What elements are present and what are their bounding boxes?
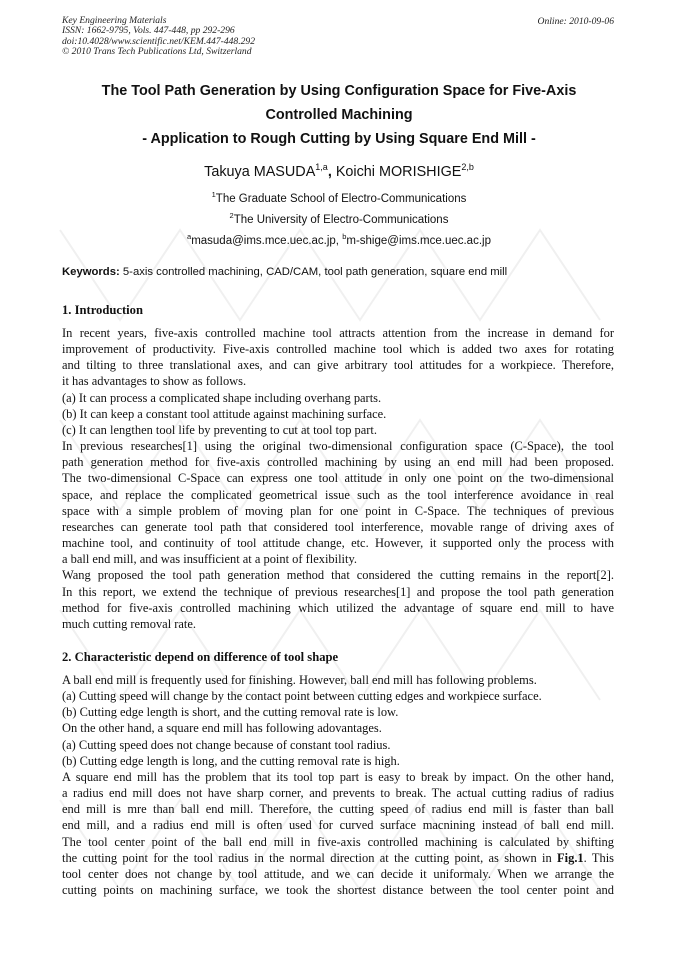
text-line: a ball end mill, and was insufficient at a point of flexibility. [62,552,357,567]
author-1: Takuya MASUDA [204,163,316,180]
fig-ref-post: . This [583,850,614,865]
text-line: end mill is mre than ball end mill. Therefore, the cutting speed of radius end mill is faster than ball [62,802,614,817]
text-line: The tool center point of the ball end mill in five-axis controlled machining is calculated by shifting [62,834,614,849]
text-line: it has advantages to show as follows. [62,374,247,389]
title-line-2: Controlled Machining [265,107,413,123]
text-line: cutting points on machining surface, we took the shortest distance between the tool center point and [62,883,614,898]
text-line: space with a simple problem of moving plan for one point in C-Space. The techniques of previous [62,503,614,518]
text-line: A ball end mill is frequently used for finishing. However, ball end mill has following problems. [62,673,537,687]
keywords [62,266,622,278]
section-1-body [62,325,614,632]
text-line: In recent years, five-axis controlled machine tool attracts attention from the increase in demand for [62,326,614,340]
text-line: (b) It can keep a constant tool attitude against machining surface. [62,406,387,421]
text-line: tool center does not change by tool attitude, and we can decide it uniformaly. When we arrange the [62,866,614,881]
title-line-1: The Tool Path Generation by Using Configuration Space for Five-Axis [101,83,577,99]
text-line: Wang proposed the tool path generation method that considered the cutting remains in the report[2]. [62,568,614,583]
fig-ref-pre: the cutting point for the tool radius in the normal direction at the cutting point, as shown in [62,850,558,865]
journal-name: Key Engineering Materials [62,15,167,26]
section-1-heading: 1. Introduction [62,303,143,317]
issn: ISSN: 1662-9795, Vols. 447-448, pp 292-296 [62,25,235,37]
text-line: and tilting to three translational axes, and can give arbitrary tool attitudes for a workpiece. Therefore, [62,358,614,373]
copyright: © 2010 Trans Tech Publications Ltd, Switzerland [62,46,252,58]
title-line-3: - Application to Rough Cutting by Using Square End Mill - [142,131,536,147]
author-2: Koichi MORISHIGE [335,163,462,180]
affiliation-1-sup: 1 [211,190,216,199]
text-line: improvement of productivity. Five-axis controlled machine tool which is added two axes for rotating [62,342,614,357]
section-2-body [62,672,614,898]
text-line: much cutting removal rate. [62,616,197,631]
text-line-fig-ref [62,850,614,866]
text-line: (a) Cutting speed will change by the contact point between cutting edges and workpiece surface. [62,689,542,704]
figure-1-link[interactable]: Fig.1 [557,850,584,865]
text-line: On the other hand, a square end mill has following adovantages. [62,721,382,736]
text-line: (b) Cutting edge length is short, and the cutting removal rate is low. [62,705,399,720]
affiliation-1 [40,190,638,205]
doi: doi:10.4028/www.scientific.net/KEM.447-448.292 [62,35,256,47]
email-b-sup: b [342,232,347,241]
author-list [40,162,638,180]
email-a: masuda@ims.mce.uec.ac.jp, [191,234,343,247]
affiliation-1-text: The Graduate School of Electro-Communications [215,192,467,205]
email-a-sup: a [187,232,192,241]
keywords-label: Keywords: [62,266,120,278]
text-line: (a) It can process a complicated shape including overhang parts. [62,390,382,405]
journal-meta [62,16,255,58]
text-line: researches can generate tool path that considered tool interference, movable range of driving axes of [62,519,614,534]
affiliation-2-text: The University of Electro-Communications [233,213,449,226]
text-line: a radius end mill does not have sharp corner, and prevents to break. The actual cutting radius of radius [62,786,614,801]
author-1-sup: 1,a [315,162,328,172]
paper-title [50,79,628,151]
affiliation-2 [40,211,638,226]
author-2-sup: 2,b [461,162,474,172]
text-line: end mill, and a radius end mill is often used for curved surface macnining instead of ball end mill. [62,818,614,833]
affiliation-2-sup: 2 [229,211,234,220]
section-2-heading: 2. Characteristic depend on difference of tool shape [62,650,339,664]
text-line: The two-dimensional C-Space can express one tool attitude in only one point on the two-dimensional [62,471,614,486]
author-separator: , [327,163,336,180]
text-line: (c) It can lengthen tool life by preventing to cut at tool top part. [62,422,377,437]
text-line: In this report, we extend the technique of previous researches[1] and propose the tool path generation [62,584,614,599]
text-line: machine tool, and continuity of tool attitude change, etc. However, it supported only the process with [62,536,614,551]
email-b: m-shige@ims.mce.uec.ac.jp [346,234,491,247]
online-date: Online: 2010-09-06 [537,16,614,27]
author-emails [40,232,638,247]
text-line: space, and replace the complicated geometrical issue such as the tool interference avoidance in real [62,487,614,502]
text-line: path generation method for five-axis controlled machining by using an end mill had been proposed. [62,455,614,470]
text-line: (b) Cutting edge length is long, and the cutting removal rate is high. [62,753,400,768]
text-line: (a) Cutting speed does not change because of constant tool radius. [62,737,391,752]
text-line: A square end mill has the problem that its tool top part is easy to break by impact. On the other hand, [62,769,614,784]
keywords-text: 5-axis controlled machining, CAD/CAM, tool path generation, square end mill [119,266,508,278]
text-line: In previous researches[1] using the original two-dimensional configuration space (C-Space), the tool [62,439,614,454]
text-line: method for five-axis controlled machining which utilized the advantage of square end mill to have [62,600,614,615]
